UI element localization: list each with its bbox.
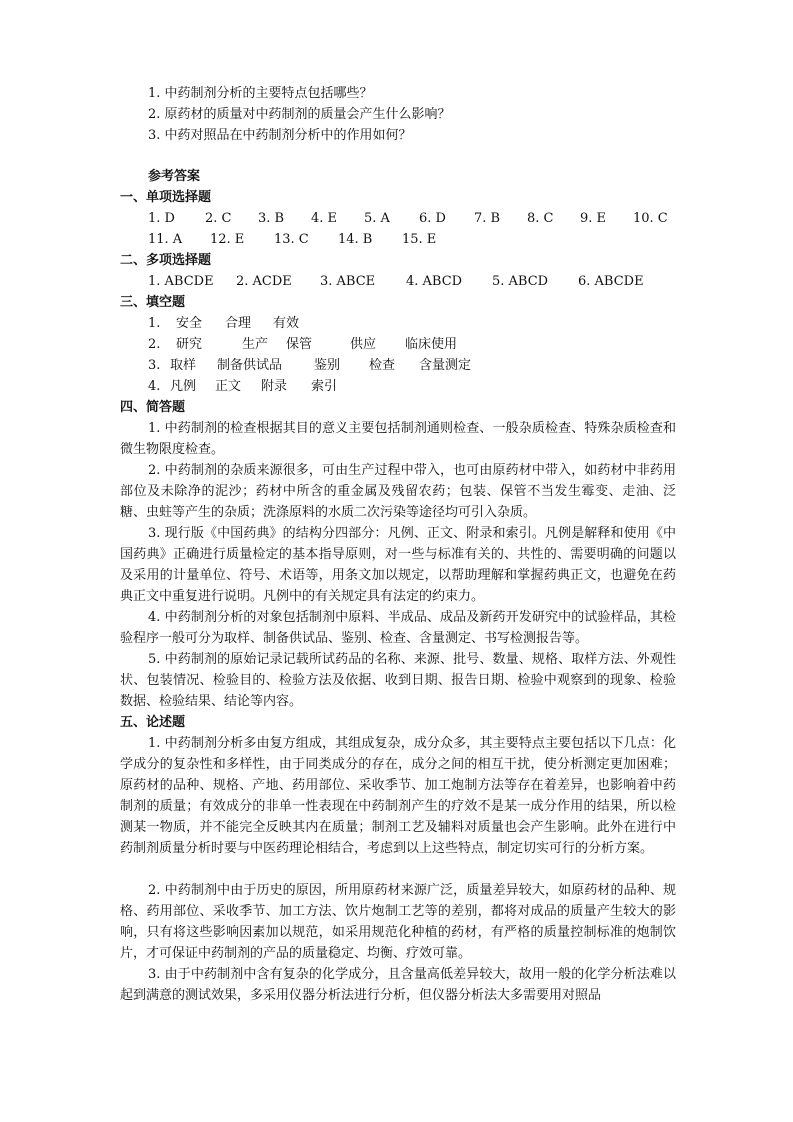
answer-item: 4. E [311, 211, 338, 226]
answer-item: 取样 [170, 358, 197, 373]
answer-item: 供应 [350, 337, 377, 352]
answers-title: 参考答案 [148, 169, 201, 184]
answer-item: 临床使用 [405, 337, 458, 352]
section-heading-fill-blank: 三、填空题 [120, 295, 186, 310]
answer-item: 有效 [273, 316, 300, 331]
short-answer-paragraph: 5. 中药制剂的原始记录记载所试药品的名称、来源、批号、数量、规格、取样方法、外观性状、包装情况、检验目的、检验方法及依据、收到日期、报告日期、检验中观察到的现象、检验数据、检验结果、结论等内容。 [120, 652, 676, 709]
answer-item: 合理 [225, 316, 252, 331]
question-1: 1. 中药制剂分析的主要特点包括哪些？ [148, 86, 373, 101]
answer-item: 14. B [338, 232, 373, 247]
question-2: 2. 原药材的质量对中药制剂的质量会产生什么影响？ [148, 107, 451, 122]
answer-number: 4. [148, 379, 161, 394]
short-answer-paragraph: 4. 中药制剂分析的对象包括制剂中原料、半成品、成品及新药开发研究中的试验样品，其检验程序一般可分为取样、制备供试品、鉴别、检查、含量测定、书写检测报告等。 [120, 610, 676, 646]
answer-item: 15. E [402, 232, 437, 247]
answer-item: 2. ACDE [236, 274, 292, 289]
answer-item: 3. ABCE [320, 274, 376, 289]
answer-item: 4. ABCD [406, 274, 463, 289]
answer-item: 7. B [474, 211, 501, 226]
answer-number: 1. [148, 316, 161, 331]
short-answer-paragraph: 3. 现行版《中国药典》的结构分四部分：凡例、正文、附录和索引。凡例是解释和使用《中国药典》正确进行质量检定的基本指导原则，对一些与标准有关的、共性的、需要明确的问题以及采用的计量单位、符号、术语等，用条文加以规定，以帮助理解和掌握药典正文，也避免在药典正文中重复进行说明。凡例中的有关规定具有法定的约束力。 [120, 526, 676, 604]
answer-item: 附录 [261, 379, 288, 394]
answer-item: 10. C [633, 211, 668, 226]
answer-item: 研究 [176, 337, 203, 352]
answer-item: 3. B [258, 211, 285, 226]
answer-item: 12. E [210, 232, 245, 247]
answer-item: 凡例 [170, 379, 197, 394]
section-heading-short-answer: 四、简答题 [120, 400, 186, 415]
single-choice-answers-row-1 [148, 208, 668, 229]
short-answer-paragraph: 2. 中药制剂的杂质来源很多，可由生产过程中带入，也可由原药材中带入，如药材中非药用部位及未除净的泥沙；药材中所含的重金属及残留农药；包装、保管不当发生霉变、走油、泛糖、虫蛀等产生的杂质；洗涤原料的水质二次污染等途径均可引入杂质。 [120, 463, 676, 520]
fill-blank-answers-row-2 [148, 334, 457, 355]
answer-item: 11. A [148, 232, 183, 247]
answer-item: 6. ABCDE [578, 274, 644, 289]
answer-item: 安全 [176, 316, 203, 331]
fill-blank-answers-row-3 [148, 355, 471, 376]
answer-number: 2. [148, 337, 161, 352]
answer-number: 3. [148, 358, 161, 373]
answer-item: 1. ABCDE [148, 274, 214, 289]
answer-item: 索引 [311, 379, 338, 394]
answer-item: 2. C [205, 211, 232, 226]
answer-item: 保管 [286, 337, 313, 352]
answer-item: 9. E [580, 211, 607, 226]
essay-paragraph: 1. 中药制剂分析多由复方组成，其组成复杂，成分众多，其主要特点主要包括以下几点：化学成分的复杂性和多样性，由于同类成分的存在，成分之间的相互干扰，使分析测定更加困难；原药材的品种、规格、产地、药用部位、采收季节、加工炮制方法等存在着差异，也影响着中药制剂的质量；有效成分的非单一性表现在中药制剂产生的疗效不是某一成分作用的结果，所以检测某一物质，并不能完全反映其内在质量；制剂工艺及辅料对质量也会产生影响。此外在进行中药制剂质量分析时要与中医药理论相结合，考虑到以上这些特点，制定切实可行的分析方案。 [120, 736, 676, 856]
essay-paragraph: 2. 中药制剂中由于历史的原因，所用原药材来源广泛，质量差异较大，如原药材的品种、规格、药用部位、采收季节、加工方法、饮片炮制工艺等的差别，都将对成品的质量产生较大的影响，只有将这些影响因素加以规范，如采用规范化种植的药材，有严格的质量控制标准的炮制饮片，才可保证中药制剂的产品的质量稳定、均衡、疗效可靠。 [120, 883, 676, 961]
answer-item: 鉴别 [314, 358, 341, 373]
single-choice-answers-row-2 [148, 229, 436, 250]
section-heading-essay: 五、论述题 [120, 715, 186, 730]
answer-item: 制备供试品 [217, 358, 283, 373]
answer-item: 8. C [527, 211, 554, 226]
answer-item: 6. D [419, 211, 446, 226]
multiple-choice-answers-row [148, 271, 644, 292]
short-answer-paragraph: 1. 中药制剂的检查根据其目的意义主要包括制剂通则检查、一般杂质检查、特殊杂质检查和微生物限度检查。 [120, 421, 676, 457]
fill-blank-answers-row-4 [148, 376, 337, 397]
section-heading-multiple-choice: 二、多项选择题 [120, 253, 212, 268]
answer-item: 含量测定 [419, 358, 472, 373]
answer-item: 1. D [148, 211, 175, 226]
fill-blank-answers-row-1 [148, 313, 299, 334]
essay-paragraph: 3. 由于中药制剂中含有复杂的化学成分，且含量高低差异较大，故用一般的化学分析法难以起到满意的测试效果，多采用仪器分析法进行分析，但仪器分析法大多需要用对照品 [120, 967, 676, 1003]
answer-item: 5. A [364, 211, 390, 226]
question-3: 3. 中药对照品在中药制剂分析中的作用如何？ [148, 128, 412, 143]
answer-item: 13. C [274, 232, 309, 247]
answer-item: 检查 [369, 358, 396, 373]
answer-item: 正文 [215, 379, 242, 394]
answer-item: 5. ABCD [492, 274, 549, 289]
section-heading-single-choice: 一、单项选择题 [120, 190, 212, 205]
answer-item: 生产 [242, 337, 269, 352]
